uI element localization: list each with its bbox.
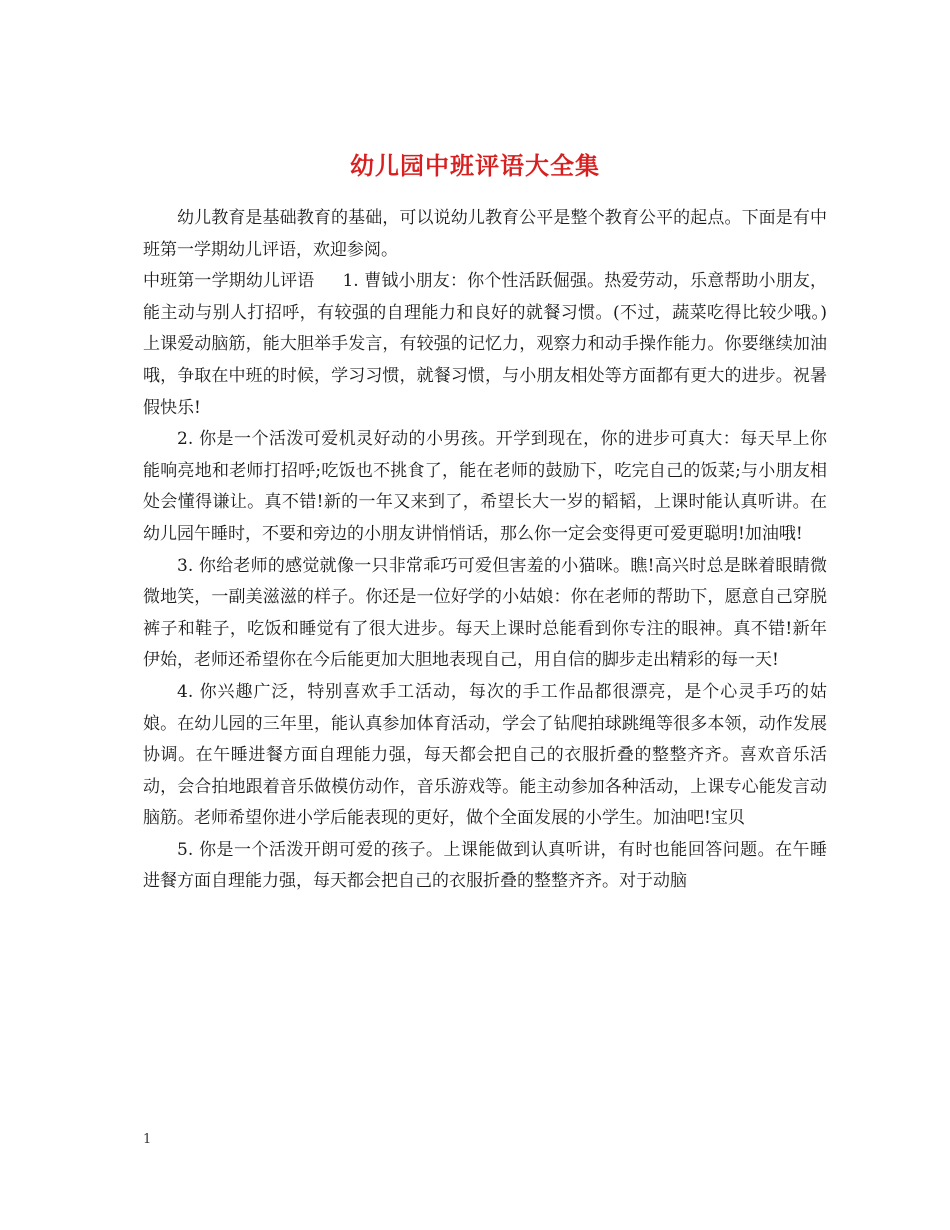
comment-paragraph-1 [143,266,827,424]
comment-paragraph-3: 3. 你给老师的感觉就像一只非常乖巧可爱但害羞的小猫咪。瞧!高兴时总是眯着眼睛微微地笑，一副美滋滋的样子。你还是一位好学的小姑娘：你在老师的帮助下，愿意自己穿脱裤子和鞋子，吃饭和睡觉有了很大进步。每天上课时总能看到你专注的眼神。真不错!新年伊始，老师还希望你在今后能更加大胆地表现自己，用自信的脚步走出精彩的每一天! [143,555,827,671]
comment-paragraph-4: 4. 你兴趣广泛，特别喜欢手工活动，每次的手工作品都很漂亮，是个心灵手巧的姑娘。在幼儿园的三年里，能认真参加体育活动，学会了钻爬拍球跳绳等很多本领，动作发展协调。在午睡进餐方面自理能力强，每天都会把自己的衣服折叠的整整齐齐。喜欢音乐活动，会合拍地跟着音乐做模仿动作，音乐游戏等。能主动参加各种活动，上课专心能发言动脑筋。老师希望你进小学后能表现的更好，做个全面发展的小学生。加油吧!宝贝 [143,681,827,829]
comment-paragraph-2: 2. 你是一个活泼可爱机灵好动的小男孩。开学到现在，你的进步可真大：每天早上你能响亮地和老师打招呼;吃饭也不挑食了，能在老师的鼓励下，吃完自己的饭菜;与小朋友相处会懂得谦让。真不错!新的一年又来到了，希望长大一岁的韬韬，上课时能认真听讲。在幼儿园午睡时，不要和旁边的小朋友讲悄悄话，那么你一定会变得更可爱更聪明!加油哦! [143,429,827,544]
document-title: 幼儿园中班评语大全集 [350,151,600,181]
comment-paragraph-5: 5. 你是一个活泼开朗可爱的孩子。上课能做到认真听讲，有时也能回答问题。在午睡进餐方面自理能力强，每天都会把自己的衣服折叠的整整齐齐。对于动脑 [143,839,827,892]
section-label: 中班第一学期幼儿评语 [143,271,315,292]
page-number: 1 [143,1132,152,1147]
comment-text-1: 1. 曹钺小朋友：你个性活跃倔强。热爱劳动，乐意帮助小朋友，能主动与别人打招呼，有较强的自理能力和良好的就餐习惯。(不过，蔬菜吃得比较少哦。)上课爱动脑筋，能大胆举手发言，有较强的记忆力，观察力和动手操作能力。你要继续加油哦，争取在中班的时候，学习习惯，就餐习惯，与小朋友相处等方面都有更大的进步。祝暑假快乐! [143,271,827,418]
intro-paragraph: 幼儿教育是基础教育的基础，可以说幼儿教育公平是整个教育公平的起点。下面是有中班第一学期幼儿评语，欢迎参阅。 [143,208,827,260]
document-body [143,203,827,898]
